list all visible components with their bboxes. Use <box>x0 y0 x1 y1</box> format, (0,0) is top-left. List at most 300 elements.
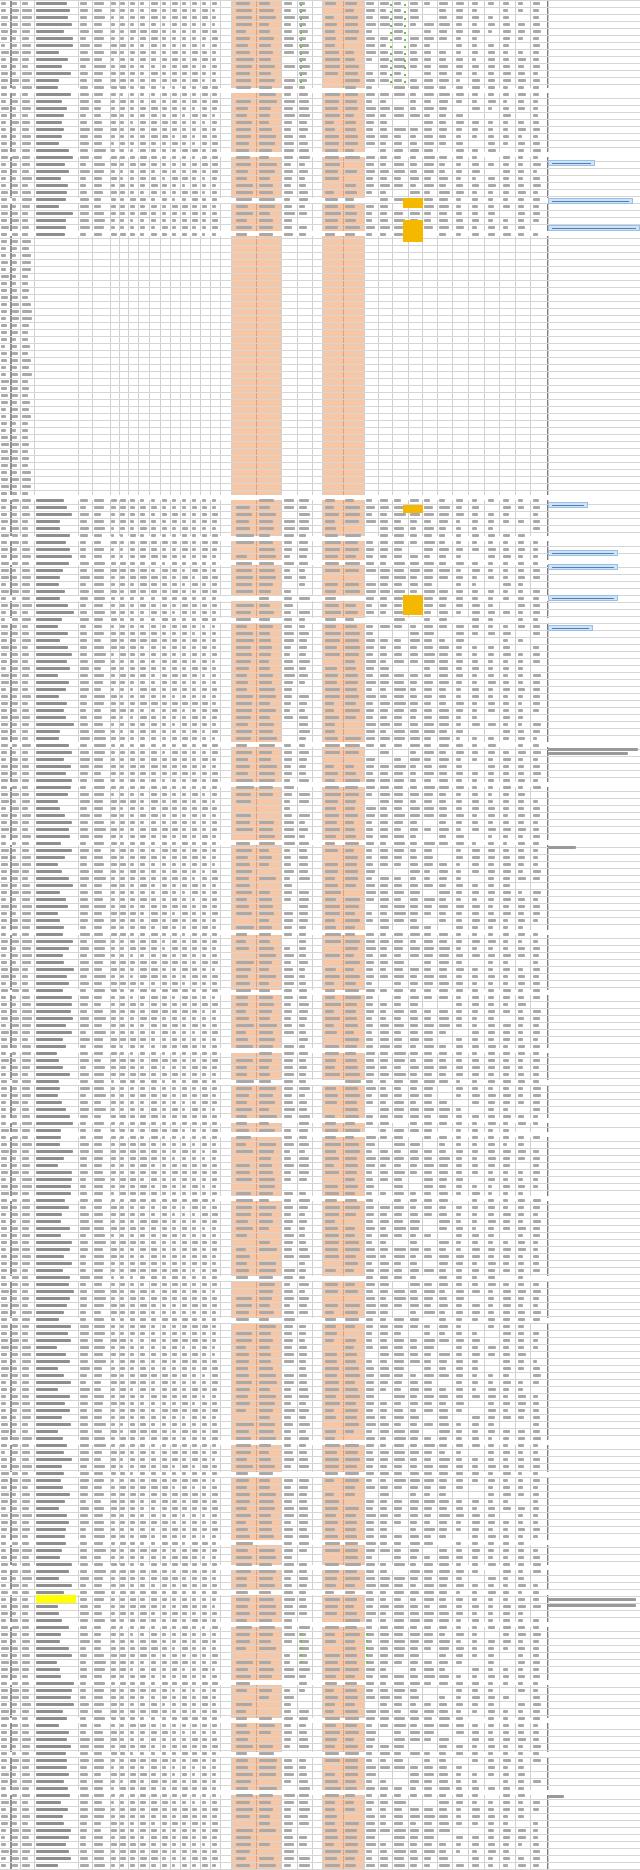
table-cell[interactable] <box>172 590 178 593</box>
table-cell[interactable] <box>36 1122 73 1125</box>
table-cell[interactable] <box>22 1101 28 1104</box>
table-cell[interactable] <box>130 1129 134 1132</box>
table-cell[interactable] <box>80 702 87 705</box>
table-cell[interactable] <box>12 667 18 670</box>
table-row[interactable] <box>0 854 640 861</box>
table-cell[interactable] <box>394 681 404 684</box>
table-cell[interactable] <box>120 65 126 68</box>
table-cell[interactable] <box>80 499 88 502</box>
table-cell[interactable] <box>202 23 206 26</box>
table-cell[interactable] <box>236 940 246 943</box>
table-cell[interactable] <box>284 226 292 229</box>
table-cell[interactable] <box>192 44 197 47</box>
table-cell[interactable] <box>366 1024 373 1027</box>
table-cell[interactable] <box>12 982 17 985</box>
table-cell[interactable] <box>111 611 116 614</box>
table-cell[interactable] <box>394 23 403 26</box>
table-cell[interactable] <box>472 569 480 572</box>
table-cell[interactable] <box>36 807 60 810</box>
table-cell[interactable] <box>503 863 511 866</box>
table-cell[interactable] <box>518 1157 525 1160</box>
table-cell[interactable] <box>12 646 17 649</box>
table-cell[interactable] <box>345 100 357 103</box>
table-cell[interactable] <box>12 114 16 117</box>
table-cell[interactable] <box>424 688 432 691</box>
table-cell[interactable] <box>284 744 291 747</box>
table-cell[interactable] <box>518 814 525 817</box>
table-cell[interactable] <box>182 1073 186 1076</box>
table-cell[interactable] <box>410 37 419 40</box>
table-cell[interactable] <box>325 912 340 915</box>
table-cell[interactable] <box>394 597 403 600</box>
table-cell[interactable] <box>202 65 206 68</box>
table-cell[interactable] <box>130 835 135 838</box>
table-cell[interactable] <box>172 702 178 705</box>
table-cell[interactable] <box>212 58 216 61</box>
table-cell[interactable] <box>140 695 145 698</box>
table-cell[interactable] <box>80 954 87 957</box>
table-cell[interactable] <box>36 660 67 663</box>
table-cell[interactable] <box>472 688 479 691</box>
table-cell[interactable] <box>80 16 87 19</box>
table-cell[interactable] <box>410 583 418 586</box>
table-cell[interactable] <box>182 44 186 47</box>
table-cell[interactable] <box>518 534 525 537</box>
table-cell[interactable] <box>172 583 177 586</box>
table-cell[interactable] <box>172 835 176 838</box>
table-cell[interactable] <box>36 1010 71 1013</box>
table-cell[interactable] <box>394 912 406 915</box>
table-cell[interactable] <box>488 828 496 831</box>
table-cell[interactable] <box>80 51 88 54</box>
table-row[interactable] <box>0 560 640 567</box>
table-cell[interactable] <box>439 870 448 873</box>
table-cell[interactable] <box>111 1017 116 1020</box>
table-cell[interactable] <box>299 107 309 110</box>
table-cell[interactable] <box>111 1031 115 1034</box>
table-cell[interactable] <box>140 891 145 894</box>
table-cell[interactable] <box>394 982 401 985</box>
table-cell[interactable] <box>456 51 461 54</box>
table-cell[interactable] <box>284 842 295 845</box>
table-cell[interactable] <box>518 1150 526 1153</box>
table-cell[interactable] <box>22 282 28 285</box>
table-cell[interactable] <box>151 898 156 901</box>
table-cell[interactable] <box>259 191 273 194</box>
table-cell[interactable] <box>410 758 420 761</box>
table-cell[interactable] <box>162 940 165 943</box>
table-cell[interactable] <box>456 681 462 684</box>
table-cell[interactable] <box>140 618 144 621</box>
table-cell[interactable] <box>299 597 310 600</box>
table-cell[interactable] <box>140 737 145 740</box>
table-cell[interactable] <box>1 268 6 271</box>
table-cell[interactable] <box>533 555 538 558</box>
table-cell[interactable] <box>80 1150 89 1153</box>
table-cell[interactable] <box>394 1038 402 1041</box>
table-cell[interactable] <box>120 233 126 236</box>
table-cell[interactable] <box>151 597 155 600</box>
table-cell[interactable] <box>518 709 523 712</box>
table-cell[interactable] <box>410 996 419 999</box>
table-cell[interactable] <box>488 856 495 859</box>
table-cell[interactable] <box>120 499 126 502</box>
table-cell[interactable] <box>325 940 341 943</box>
table-cell[interactable] <box>299 1136 307 1139</box>
table-cell[interactable] <box>130 632 135 635</box>
table-cell[interactable] <box>192 765 197 768</box>
table-cell[interactable] <box>472 660 478 663</box>
table-cell[interactable] <box>236 72 250 75</box>
table-cell[interactable] <box>94 730 105 733</box>
table-cell[interactable] <box>236 205 248 208</box>
table-cell[interactable] <box>380 891 388 894</box>
table-cell[interactable] <box>36 1108 66 1111</box>
table-cell[interactable] <box>424 807 434 810</box>
table-cell[interactable] <box>212 1052 217 1055</box>
table-cell[interactable] <box>182 1010 188 1013</box>
table-cell[interactable] <box>1 100 6 103</box>
table-cell[interactable] <box>130 184 134 187</box>
table-cell[interactable] <box>182 597 187 600</box>
table-cell[interactable] <box>518 744 523 747</box>
table-cell[interactable] <box>162 947 165 950</box>
table-cell[interactable] <box>472 562 478 565</box>
table-row[interactable] <box>0 868 640 875</box>
table-cell[interactable] <box>192 506 197 509</box>
table-cell[interactable] <box>182 1101 185 1104</box>
table-cell[interactable] <box>503 1122 508 1125</box>
table-cell[interactable] <box>410 639 420 642</box>
table-cell[interactable] <box>259 555 276 558</box>
table-cell[interactable] <box>439 1045 446 1048</box>
table-cell[interactable] <box>394 1031 401 1034</box>
table-cell[interactable] <box>36 562 69 565</box>
table-cell[interactable] <box>12 23 18 26</box>
table-cell[interactable] <box>111 849 115 852</box>
table-cell[interactable] <box>325 597 336 600</box>
table-cell[interactable] <box>94 660 105 663</box>
table-cell[interactable] <box>472 1164 478 1167</box>
table-cell[interactable] <box>518 947 525 950</box>
table-cell[interactable] <box>22 1059 31 1062</box>
table-cell[interactable] <box>472 1017 477 1020</box>
table-cell[interactable] <box>80 737 90 740</box>
table-cell[interactable] <box>503 674 508 677</box>
table-cell[interactable] <box>284 625 292 628</box>
table-cell[interactable] <box>518 191 526 194</box>
table-cell[interactable] <box>472 184 479 187</box>
table-cell[interactable] <box>345 198 354 201</box>
table-cell[interactable] <box>456 996 461 999</box>
table-cell[interactable] <box>236 177 247 180</box>
table-cell[interactable] <box>140 870 145 873</box>
table-cell[interactable] <box>172 1094 176 1097</box>
table-cell[interactable] <box>162 23 165 26</box>
table-cell[interactable] <box>1 940 8 943</box>
table-cell[interactable] <box>533 1017 540 1020</box>
table-cell[interactable] <box>130 534 136 537</box>
table-cell[interactable] <box>22 702 28 705</box>
table-cell[interactable] <box>162 667 166 670</box>
table-cell[interactable] <box>1 2 6 5</box>
table-cell[interactable] <box>259 1129 275 1132</box>
table-cell[interactable] <box>345 86 356 89</box>
table-cell[interactable] <box>192 1080 198 1083</box>
table-cell[interactable] <box>172 576 176 579</box>
table-cell[interactable] <box>212 982 217 985</box>
table-cell[interactable] <box>22 674 29 677</box>
table-cell[interactable] <box>120 1157 124 1160</box>
table-cell[interactable] <box>345 667 356 670</box>
table-cell[interactable] <box>1 478 8 481</box>
table-cell[interactable] <box>236 170 248 173</box>
table-cell[interactable] <box>284 527 295 530</box>
table-cell[interactable] <box>394 226 403 229</box>
table-cell[interactable] <box>151 989 156 992</box>
table-cell[interactable] <box>172 44 176 47</box>
table-cell[interactable] <box>410 1115 419 1118</box>
table-cell[interactable] <box>94 1045 103 1048</box>
table-cell[interactable] <box>140 51 146 54</box>
table-cell[interactable] <box>111 793 114 796</box>
table-cell[interactable] <box>140 639 147 642</box>
table-cell[interactable] <box>130 772 135 775</box>
table-cell[interactable] <box>1 1164 7 1167</box>
table-cell[interactable] <box>410 835 416 838</box>
table-cell[interactable] <box>202 219 206 222</box>
table-cell[interactable] <box>111 996 115 999</box>
table-cell[interactable] <box>162 926 168 929</box>
table-cell[interactable] <box>151 912 158 915</box>
table-cell[interactable] <box>1 884 8 887</box>
table-cell[interactable] <box>488 849 495 852</box>
table-cell[interactable] <box>111 702 116 705</box>
table-cell[interactable] <box>1 1101 6 1104</box>
table-cell[interactable] <box>120 1059 126 1062</box>
table-cell[interactable] <box>12 989 19 992</box>
table-cell[interactable] <box>120 177 123 180</box>
table-cell[interactable] <box>345 975 360 978</box>
table-cell[interactable] <box>439 219 448 222</box>
table-cell[interactable] <box>325 800 338 803</box>
table-cell[interactable] <box>36 723 74 726</box>
table-cell[interactable] <box>212 142 218 145</box>
table-row[interactable] <box>0 952 640 959</box>
table-cell[interactable] <box>424 940 433 943</box>
table-cell[interactable] <box>456 114 463 117</box>
table-cell[interactable] <box>299 569 305 572</box>
table-cell[interactable] <box>120 597 124 600</box>
table-cell[interactable] <box>518 177 523 180</box>
table-cell[interactable] <box>202 1031 207 1034</box>
table-cell[interactable] <box>111 212 116 215</box>
table-cell[interactable] <box>120 1115 126 1118</box>
table-cell[interactable] <box>410 632 419 635</box>
table-cell[interactable] <box>120 79 126 82</box>
table-cell[interactable] <box>472 723 480 726</box>
table-cell[interactable] <box>366 1143 375 1146</box>
table-cell[interactable] <box>394 93 405 96</box>
table-cell[interactable] <box>120 191 125 194</box>
table-cell[interactable] <box>182 919 186 922</box>
table-cell[interactable] <box>130 905 134 908</box>
table-cell[interactable] <box>439 716 449 719</box>
table-cell[interactable] <box>1 394 8 397</box>
table-cell[interactable] <box>192 954 196 957</box>
table-cell[interactable] <box>1 821 7 824</box>
table-cell[interactable] <box>120 835 123 838</box>
table-cell[interactable] <box>80 660 88 663</box>
table-cell[interactable] <box>22 541 28 544</box>
table-cell[interactable] <box>259 2 270 5</box>
table-row[interactable] <box>0 721 640 728</box>
table-cell[interactable] <box>162 198 167 201</box>
table-cell[interactable] <box>12 744 17 747</box>
table-cell[interactable] <box>439 1115 448 1118</box>
table-cell[interactable] <box>151 618 155 621</box>
table-cell[interactable] <box>12 604 19 607</box>
table-cell[interactable] <box>299 583 305 586</box>
table-cell[interactable] <box>488 513 494 516</box>
table-cell[interactable] <box>236 1080 254 1083</box>
table-cell[interactable] <box>410 821 417 824</box>
table-cell[interactable] <box>488 93 494 96</box>
table-cell[interactable] <box>172 723 175 726</box>
table-cell[interactable] <box>36 37 73 40</box>
table-cell[interactable] <box>518 93 526 96</box>
table-cell[interactable] <box>424 1066 434 1069</box>
table-cell[interactable] <box>325 1017 340 1020</box>
table-cell[interactable] <box>366 723 376 726</box>
table-cell[interactable] <box>120 590 124 593</box>
table-cell[interactable] <box>424 79 433 82</box>
table-cell[interactable] <box>439 1052 447 1055</box>
table-cell[interactable] <box>192 751 196 754</box>
table-cell[interactable] <box>488 527 493 530</box>
table-cell[interactable] <box>182 730 186 733</box>
table-cell[interactable] <box>120 828 124 831</box>
table-cell[interactable] <box>140 667 146 670</box>
table-cell[interactable] <box>162 653 167 656</box>
table-cell[interactable] <box>162 632 166 635</box>
table-cell[interactable] <box>472 800 479 803</box>
table-cell[interactable] <box>1 1122 6 1125</box>
table-cell[interactable] <box>284 681 293 684</box>
table-cell[interactable] <box>325 814 339 817</box>
table-cell[interactable] <box>439 1017 449 1020</box>
table-cell[interactable] <box>533 1108 540 1111</box>
table-cell[interactable] <box>299 877 310 880</box>
table-cell[interactable] <box>140 9 144 12</box>
table-cell[interactable] <box>424 723 434 726</box>
table-cell[interactable] <box>325 1073 340 1076</box>
table-cell[interactable] <box>345 912 355 915</box>
table-row[interactable] <box>0 588 640 595</box>
table-cell[interactable] <box>1 261 8 264</box>
table-cell[interactable] <box>182 163 186 166</box>
table-cell[interactable] <box>410 884 418 887</box>
table-cell[interactable] <box>394 772 403 775</box>
table-cell[interactable] <box>299 814 310 817</box>
table-cell[interactable] <box>111 674 115 677</box>
table-cell[interactable] <box>456 1038 462 1041</box>
table-cell[interactable] <box>151 996 158 999</box>
table-cell[interactable] <box>22 156 30 159</box>
table-cell[interactable] <box>22 604 32 607</box>
table-cell[interactable] <box>111 100 115 103</box>
table-cell[interactable] <box>533 1101 540 1104</box>
table-cell[interactable] <box>140 191 144 194</box>
table-cell[interactable] <box>22 884 30 887</box>
table-cell[interactable] <box>533 1052 539 1055</box>
table-cell[interactable] <box>36 86 58 89</box>
table-cell[interactable] <box>380 37 388 40</box>
table-cell[interactable] <box>94 58 102 61</box>
table-cell[interactable] <box>36 898 66 901</box>
table-cell[interactable] <box>518 653 523 656</box>
table-cell[interactable] <box>518 730 524 733</box>
table-cell[interactable] <box>394 702 406 705</box>
table-cell[interactable] <box>1 296 8 299</box>
table-cell[interactable] <box>503 982 508 985</box>
table-cell[interactable] <box>284 212 295 215</box>
table-cell[interactable] <box>22 954 32 957</box>
table-cell[interactable] <box>192 849 197 852</box>
table-cell[interactable] <box>488 2 494 5</box>
table-cell[interactable] <box>22 240 31 243</box>
table-cell[interactable] <box>212 1094 216 1097</box>
table-cell[interactable] <box>120 1164 124 1167</box>
table-cell[interactable] <box>325 16 334 19</box>
table-cell[interactable] <box>345 765 354 768</box>
table-cell[interactable] <box>111 779 115 782</box>
table-cell[interactable] <box>80 9 88 12</box>
table-cell[interactable] <box>172 919 178 922</box>
table-cell[interactable] <box>94 198 101 201</box>
table-cell[interactable] <box>533 205 539 208</box>
table-cell[interactable] <box>488 926 493 929</box>
table-cell[interactable] <box>472 989 478 992</box>
table-cell[interactable] <box>22 93 28 96</box>
table-cell[interactable] <box>380 709 388 712</box>
table-cell[interactable] <box>410 779 416 782</box>
table-cell[interactable] <box>192 576 195 579</box>
table-cell[interactable] <box>259 730 273 733</box>
table-cell[interactable] <box>12 548 17 551</box>
table-cell[interactable] <box>394 709 404 712</box>
table-cell[interactable] <box>172 611 175 614</box>
table-cell[interactable] <box>345 9 354 12</box>
table-cell[interactable] <box>94 975 106 978</box>
table-cell[interactable] <box>518 233 524 236</box>
table-cell[interactable] <box>366 58 372 61</box>
table-cell[interactable] <box>503 919 508 922</box>
table-cell[interactable] <box>518 520 524 523</box>
table-cell[interactable] <box>325 779 335 782</box>
table-cell[interactable] <box>410 730 419 733</box>
table-cell[interactable] <box>456 919 462 922</box>
table-cell[interactable] <box>1 1115 6 1118</box>
table-cell[interactable] <box>140 128 145 131</box>
table-cell[interactable] <box>472 632 478 635</box>
table-cell[interactable] <box>120 1010 125 1013</box>
table-cell[interactable] <box>212 940 217 943</box>
table-cell[interactable] <box>380 16 389 19</box>
table-cell[interactable] <box>299 1052 308 1055</box>
table-cell[interactable] <box>325 786 339 789</box>
table-cell[interactable] <box>366 555 373 558</box>
